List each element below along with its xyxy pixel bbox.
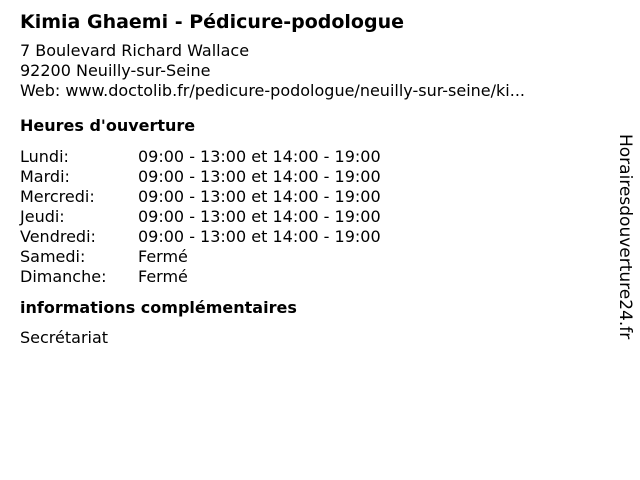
opening-hours-table [20, 147, 600, 287]
time-range: 09:00 - 13:00 et 14:00 - 19:00 [138, 207, 381, 226]
business-card [20, 8, 600, 348]
hours-row [20, 227, 600, 247]
time-range: Fermé [138, 247, 188, 266]
time-range: 09:00 - 13:00 et 14:00 - 19:00 [138, 147, 381, 166]
day-label: Vendredi: [20, 227, 96, 246]
day-label: Mercredi: [20, 187, 95, 206]
info-text: Secrétariat [20, 328, 109, 347]
time-range: 09:00 - 13:00 et 14:00 - 19:00 [138, 187, 381, 206]
time-range: 09:00 - 13:00 et 14:00 - 19:00 [138, 167, 381, 186]
city-postcode: 92200 Neuilly-sur-Seine [20, 61, 211, 80]
site-watermark: Horairesdouverture24.fr [615, 134, 635, 340]
hours-row [20, 187, 600, 207]
day-label: Lundi: [20, 147, 69, 166]
day-label: Jeudi: [20, 207, 65, 226]
hours-row [20, 207, 600, 227]
day-label: Samedi: [20, 247, 86, 266]
day-label: Dimanche: [20, 267, 107, 286]
street-address: 7 Boulevard Richard Wallace [20, 41, 250, 60]
website-link[interactable]: Web: www.doctolib.fr/pedicure-podologue/neuilly-sur-seine/ki... [20, 81, 526, 100]
hours-row [20, 267, 600, 287]
opening-hours-heading: Heures d'ouverture [20, 116, 196, 135]
hours-row [20, 147, 600, 167]
info-heading: informations complémentaires [20, 298, 297, 317]
business-name: Kimia Ghaemi - Pédicure-podologue [20, 11, 404, 33]
time-range: 09:00 - 13:00 et 14:00 - 19:00 [138, 227, 381, 246]
hours-row [20, 247, 600, 267]
time-range: Fermé [138, 267, 188, 286]
hours-row [20, 167, 600, 187]
day-label: Mardi: [20, 167, 70, 186]
